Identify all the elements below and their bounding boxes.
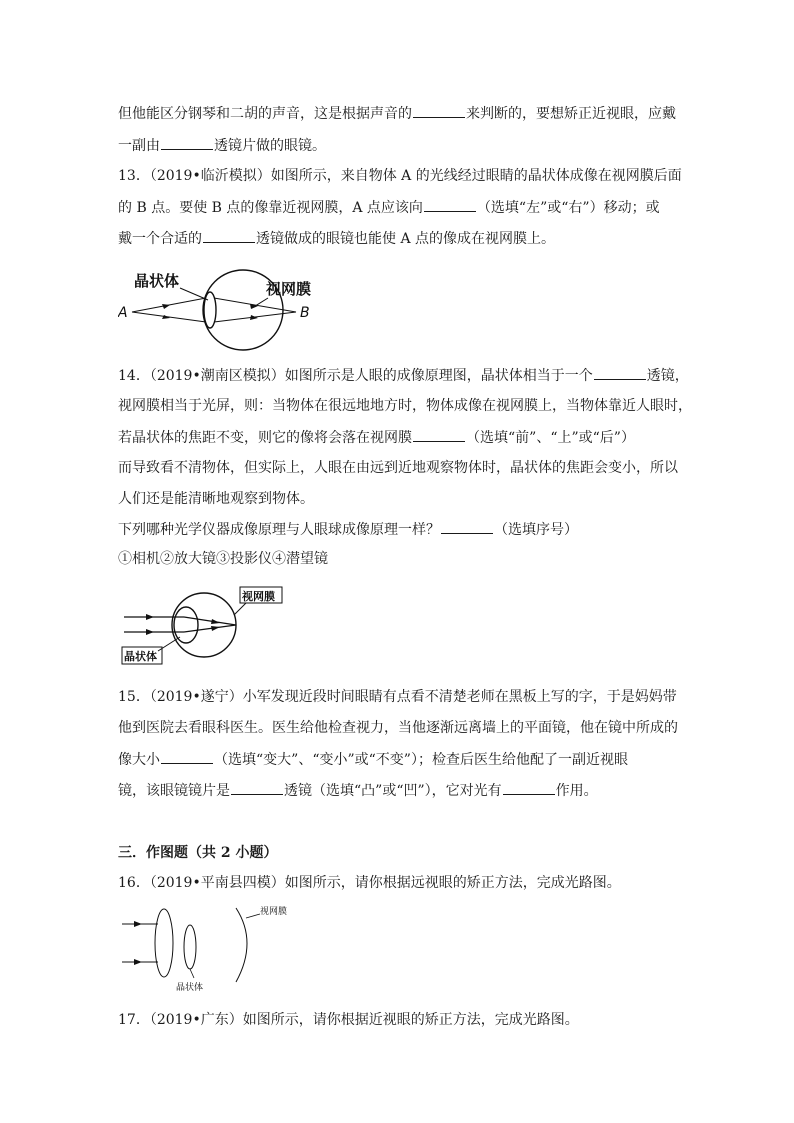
text: 14．（2019•潮南区模拟）如图所示是人眼的成像原理图，晶状体相当于一个 bbox=[118, 368, 593, 384]
text: 透镜片做的眼镜。 bbox=[214, 138, 326, 154]
lens-shape bbox=[174, 607, 198, 643]
text: 三．作图题（共 2 小题） bbox=[118, 845, 278, 861]
lens-shape bbox=[204, 292, 216, 328]
text: 17．（2019•广东）如图所示，请你根据近视眼的矫正方法，完成光路图。 bbox=[118, 1012, 579, 1028]
text: 而导致看不清物体，但实际上，人眼在由远到近地观察物体时，晶状体的焦距会变小，所以 bbox=[118, 460, 678, 476]
answer-blank[interactable] bbox=[413, 427, 465, 442]
ray bbox=[132, 312, 206, 322]
lens-shape bbox=[184, 925, 196, 969]
section-title bbox=[118, 843, 698, 863]
retina-pointer bbox=[234, 603, 246, 615]
lens-label: 晶状体 bbox=[124, 650, 157, 663]
question-14-line2 bbox=[118, 396, 698, 416]
answer-blank[interactable] bbox=[424, 197, 476, 212]
question-15-line4 bbox=[118, 780, 698, 801]
point-a-label: A bbox=[118, 305, 128, 321]
answer-blank[interactable] bbox=[441, 519, 493, 534]
answer-blank[interactable] bbox=[503, 780, 555, 795]
text: 透镜（选填“凸”或“凹”），它对光有 bbox=[284, 783, 502, 799]
text: 透镜， bbox=[646, 368, 689, 384]
eyeball-icon bbox=[203, 270, 283, 350]
text: 若晶状体的焦距不变，则它的像将会落在视网膜 bbox=[118, 430, 412, 446]
question-14-line1 bbox=[118, 365, 698, 386]
question-14-line5 bbox=[118, 489, 698, 509]
text: （选填“变大”、“变小”或“不变”）；检查后医生给他配了一副近视眼 bbox=[214, 752, 628, 768]
question-15-line2 bbox=[118, 718, 698, 738]
ray bbox=[214, 298, 296, 312]
text: 镜，该眼镜镜片是 bbox=[118, 783, 230, 799]
text: ①相机②放大镜③投影仪④潜望镜 bbox=[118, 551, 328, 567]
question-13-line1 bbox=[118, 166, 698, 186]
answer-blank[interactable] bbox=[594, 365, 646, 380]
arrow-icon bbox=[146, 614, 154, 620]
text: 15．（2019•遂宁）小军发现近段时间眼睛有点看不清楚老师在黑板上写的字，于是妈妈带 bbox=[118, 689, 677, 705]
answer-blank[interactable] bbox=[413, 103, 465, 118]
text-line bbox=[118, 135, 698, 156]
answer-blank[interactable] bbox=[231, 780, 283, 795]
question-13-line2 bbox=[118, 197, 698, 218]
arrow-icon bbox=[146, 629, 154, 635]
text: （选填“前”、“上”或“后”） bbox=[466, 430, 635, 446]
figure-13-eye-diagram bbox=[118, 264, 348, 354]
text: 来判断的，要想矫正近视眼，应戴 bbox=[466, 106, 676, 122]
lens-label: 晶状体 bbox=[134, 272, 180, 290]
lens-label: 晶状体 bbox=[176, 983, 204, 993]
retina-arc bbox=[236, 908, 247, 982]
arrow-icon bbox=[134, 921, 142, 927]
answer-blank[interactable] bbox=[161, 749, 213, 764]
question-14-line3 bbox=[118, 427, 698, 448]
eyeball-icon bbox=[172, 593, 236, 657]
text: 16．（2019•平南县四模）如图所示，请你根据远视眼的矫正方法，完成光路图。 bbox=[118, 875, 621, 891]
question-15-line1 bbox=[118, 687, 698, 707]
text: （选填序号） bbox=[494, 522, 578, 538]
question-16 bbox=[118, 873, 698, 893]
answer-blank[interactable] bbox=[161, 135, 213, 150]
text: 视网膜相当于光屏，则：当物体在很远地地方时，物体成像在视网膜上，当物体靠近人眼时， bbox=[118, 398, 692, 414]
text: 人们还是能清晰地观察到物体。 bbox=[118, 491, 314, 507]
question-14-options bbox=[118, 549, 698, 569]
question-14-line6 bbox=[118, 519, 698, 540]
figure-16-hyperopia-diagram bbox=[118, 902, 328, 997]
arrow-icon bbox=[134, 959, 142, 965]
correction-lens-shape bbox=[155, 909, 173, 977]
retina-label: 视网膜 bbox=[242, 590, 275, 603]
question-13-line3 bbox=[118, 228, 698, 249]
retina-label: 视网膜 bbox=[266, 280, 312, 298]
figure-14-eye-diagram bbox=[118, 585, 298, 670]
text: 戴一个合适的 bbox=[118, 231, 202, 247]
point-b-label: B bbox=[300, 305, 310, 321]
text: 透镜做成的眼镜也能使 A 点的像成在视网膜上。 bbox=[256, 231, 556, 247]
lens-pointer bbox=[158, 637, 180, 651]
text: （选填“左”或“右”）移动；或 bbox=[476, 200, 660, 216]
arrow-icon bbox=[250, 315, 258, 320]
question-17 bbox=[118, 1010, 698, 1030]
text: 13．（2019•临沂模拟）如图所示，来自物体 A 的光线经过眼睛的晶状体成像在视网膜后面 bbox=[118, 168, 682, 184]
text: 下列哪种光学仪器成像原理与人眼球成像原理一样？ bbox=[118, 522, 440, 538]
text: 但他能区分钢琴和二胡的声音，这是根据声音的 bbox=[118, 106, 412, 122]
answer-blank[interactable] bbox=[203, 228, 255, 243]
lens-pointer bbox=[190, 969, 194, 978]
ray bbox=[184, 625, 236, 632]
text: 像大小 bbox=[118, 752, 160, 768]
text: 他到医院去看眼科医生。医生给他检查视力，当他逐渐远离墙上的平面镜，他在镜中所成的 bbox=[118, 720, 678, 736]
ray bbox=[184, 617, 236, 625]
text-line bbox=[118, 103, 698, 124]
retina-label: 视网膜 bbox=[260, 907, 288, 917]
text: 一副由 bbox=[118, 138, 160, 154]
arrow-icon bbox=[211, 619, 220, 624]
question-14-line4 bbox=[118, 458, 698, 478]
text: 的 B 点。要使 B 点的像靠近视网膜，A 点应该向 bbox=[118, 200, 423, 216]
question-15-line3 bbox=[118, 749, 698, 770]
retina-pointer bbox=[246, 914, 260, 918]
text: 作用。 bbox=[555, 783, 598, 799]
